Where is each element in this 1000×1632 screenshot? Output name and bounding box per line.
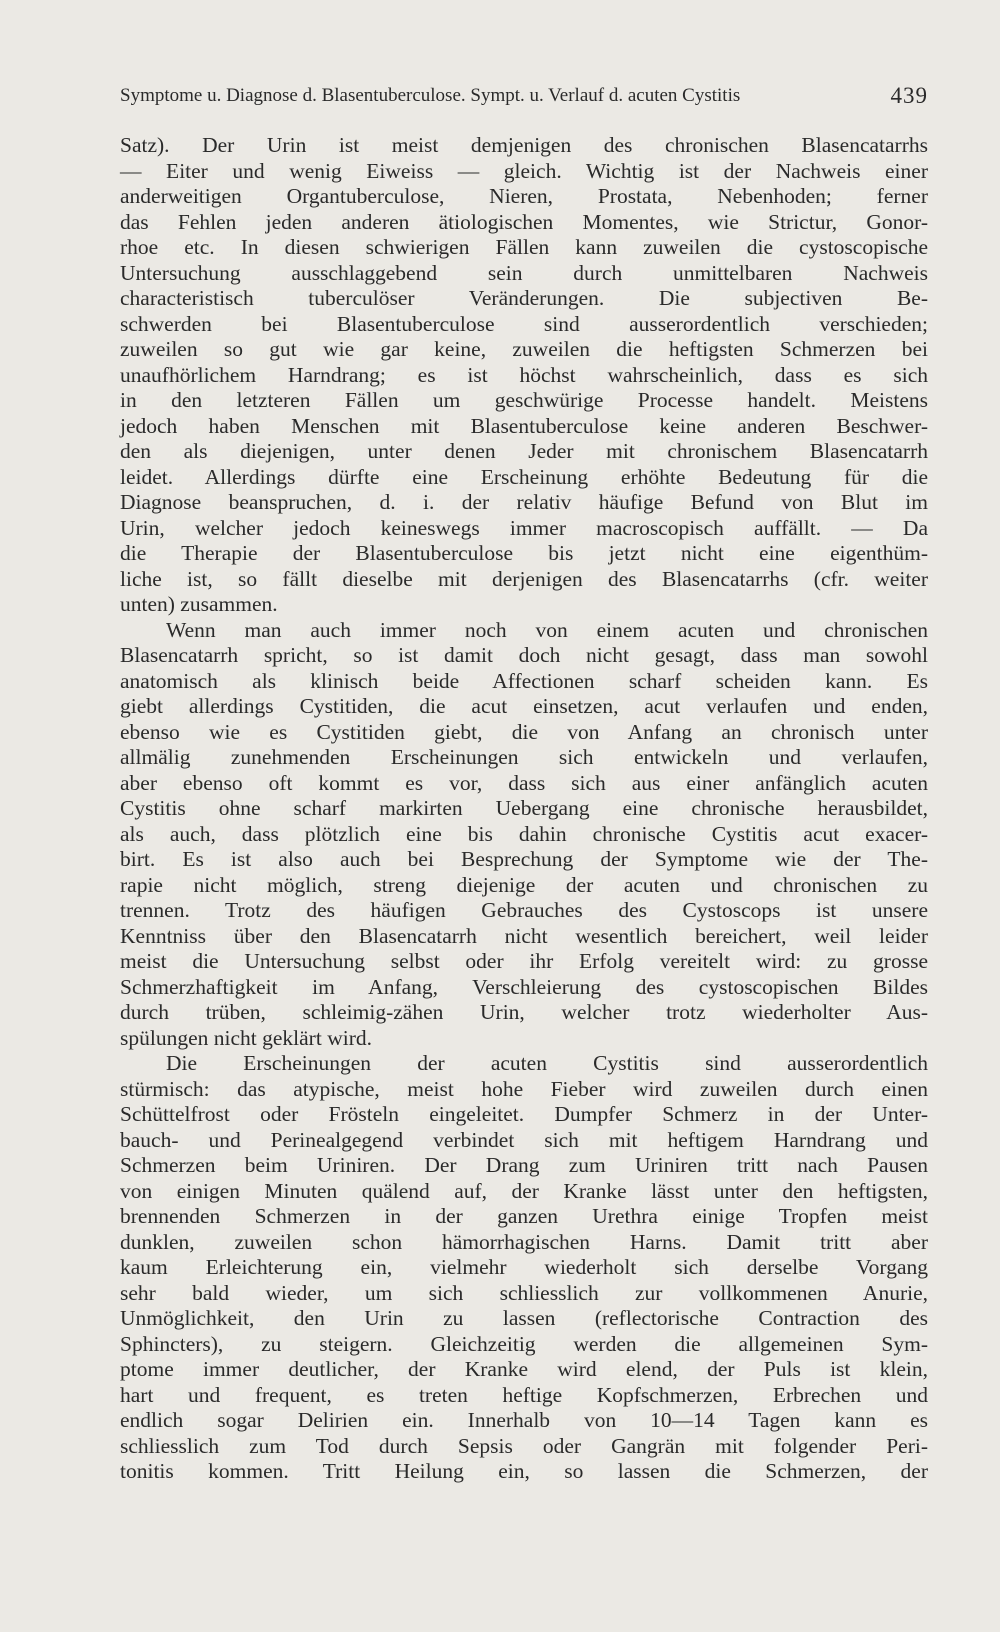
text-line: zuweilen so gut wie gar keine, zuweilen die heftigsten Schmerzen bei xyxy=(120,337,928,361)
text-line: hart und frequent, es treten heftige Kopfschmerzen, Erbrechen und xyxy=(120,1382,928,1407)
text-line: anatomisch als klinisch beide Affectionen scharf scheiden kann. Es xyxy=(120,668,928,693)
text-line: ptome immer deutlicher, der Kranke wird elend, der Puls ist klein, xyxy=(120,1357,928,1381)
text-line: unaufhörlichem Harndrang; es ist höchst wahrscheinlich, dass es sich xyxy=(120,362,928,387)
text-line: giebt allerdings Cystitiden, die acut einsetzen, acut verlaufen und enden, xyxy=(120,694,928,718)
text-line: schliesslich zum Tod durch Sepsis oder Gangrän mit folgender Peri- xyxy=(120,1433,928,1458)
body-text xyxy=(120,133,928,1485)
text-line: Schmerzen beim Uriniren. Der Drang zum Uriniren tritt nach Pausen xyxy=(120,1153,928,1177)
text-line: trennen. Trotz des häufigen Gebrauches des Cystoscops ist unsere xyxy=(120,898,928,922)
text-line: stürmisch: das atypische, meist hohe Fieber wird zuweilen durch einen xyxy=(120,1076,928,1101)
text-line: in den letzteren Fällen um geschwürige Processe handelt. Meistens xyxy=(120,388,928,412)
text-line: Cystitis ohne scharf markirten Uebergang eine chronische herausbildet, xyxy=(120,796,928,820)
text-line: rhoe etc. In diesen schwierigen Fällen kann zuweilen die cystoscopische xyxy=(120,235,928,259)
text-line: aber ebenso oft kommt es vor, dass sich aus einer anfänglich acuten xyxy=(120,770,928,795)
page-number: 439 xyxy=(890,83,928,108)
text-line: die Therapie der Blasentuberculose bis jetzt nicht eine eigenthüm- xyxy=(120,541,928,565)
text-line: schwerden bei Blasentuberculose sind ausserordentlich verschieden; xyxy=(120,311,928,336)
text-line: das Fehlen jeden anderen ätiologischen Momentes, wie Strictur, Gonor- xyxy=(120,209,928,234)
text-line: sehr bald wieder, um sich schliesslich zur vollkommenen Anurie, xyxy=(120,1280,928,1305)
text-line: spülungen nicht geklärt wird. xyxy=(120,1025,372,1050)
text-line: brennenden Schmerzen in der ganzen Urethra einige Tropfen meist xyxy=(120,1204,928,1228)
text-line: birt. Es ist also auch bei Besprechung der Symptome wie der The- xyxy=(120,847,928,871)
text-line: unten) zusammen. xyxy=(120,592,278,616)
text-line: rapie nicht möglich, streng diejenige der acuten und chronischen zu xyxy=(120,872,928,897)
text-line: den als diejenigen, unter denen Jeder mit chronischem Blasencatarrh xyxy=(120,439,928,463)
text-line: von einigen Minuten quälend auf, der Kranke lässt unter den heftigsten, xyxy=(120,1178,928,1203)
text-line: Blasencatarrh spricht, so ist damit doch nicht gesagt, dass man sowohl xyxy=(120,643,928,667)
text-line: Satz). Der Urin ist meist demjenigen des chronischen Blasencatarrhs xyxy=(120,133,928,157)
text-line: durch trüben, schleimig-zähen Urin, welcher trotz wiederholter Aus- xyxy=(120,1000,928,1024)
running-head xyxy=(120,80,928,112)
text-line: Schüttelfrost oder Frösteln eingeleitet. Dumpfer Schmerz in der Unter- xyxy=(120,1102,928,1126)
running-head-title: Symptome u. Diagnose d. Blasentuberculose. Sympt. u. Verlauf d. acuten Cystitis xyxy=(120,85,741,106)
text-line: jedoch haben Menschen mit Blasentuberculose keine anderen Beschwer- xyxy=(120,413,928,438)
text-line: Wenn man auch immer noch von einem acuten und chronischen xyxy=(166,617,928,642)
text-line: leidet. Allerdings dürfte eine Erscheinung erhöhte Bedeutung für die xyxy=(120,464,928,489)
text-line: Urin, welcher jedoch keineswegs immer macroscopisch auffällt. — Da xyxy=(120,515,928,540)
text-line: meist die Untersuchung selbst oder ihr Erfolg vereitelt wird: zu grosse xyxy=(120,949,928,973)
text-line: Kenntniss über den Blasencatarrh nicht wesentlich bereichert, weil leider xyxy=(120,923,928,948)
text-line: Untersuchung ausschlaggebend sein durch unmittelbaren Nachweis xyxy=(120,260,928,285)
text-line: Diagnose beanspruchen, d. i. der relativ häufige Befund von Blut im xyxy=(120,490,928,514)
text-line: tonitis kommen. Tritt Heilung ein, so lassen die Schmerzen, der xyxy=(120,1459,928,1483)
text-line: dunklen, zuweilen schon hämorrhagischen Harns. Damit tritt aber xyxy=(120,1229,928,1254)
text-line: characteristisch tuberculöser Veränderungen. Die subjectiven Be- xyxy=(120,286,928,310)
text-line: endlich sogar Delirien ein. Innerhalb von 10—14 Tagen kann es xyxy=(120,1408,928,1432)
text-line: anderweitigen Organtuberculose, Nieren, Prostata, Nebenhoden; ferner xyxy=(120,184,928,208)
text-line: Unmöglichkeit, den Urin zu lassen (reflectorische Contraction des xyxy=(120,1306,928,1330)
text-line: kaum Erleichterung ein, vielmehr wiederholt sich derselbe Vorgang xyxy=(120,1255,928,1279)
text-line: Schmerzhaftigkeit im Anfang, Verschleierung des cystoscopischen Bildes xyxy=(120,974,928,999)
text-line: als auch, dass plötzlich eine bis dahin chronische Cystitis acut exacer- xyxy=(120,821,928,846)
text-line: liche ist, so fällt dieselbe mit derjenigen des Blasencatarrhs (cfr. weiter xyxy=(120,566,928,591)
text-line: Die Erscheinungen der acuten Cystitis sind ausserordentlich xyxy=(166,1051,928,1075)
text-line: ebenso wie es Cystitiden giebt, die von Anfang an chronisch unter xyxy=(120,719,928,744)
text-line: — Eiter und wenig Eiweiss — gleich. Wichtig ist der Nachweis einer xyxy=(120,158,928,183)
text-line: Sphincters), zu steigern. Gleichzeitig werden die allgemeinen Sym- xyxy=(120,1331,928,1356)
text-line: allmälig zunehmenden Erscheinungen sich entwickeln und verlaufen, xyxy=(120,745,928,769)
text-line: bauch- und Perinealgegend verbindet sich mit heftigem Harndrang und xyxy=(120,1127,928,1152)
